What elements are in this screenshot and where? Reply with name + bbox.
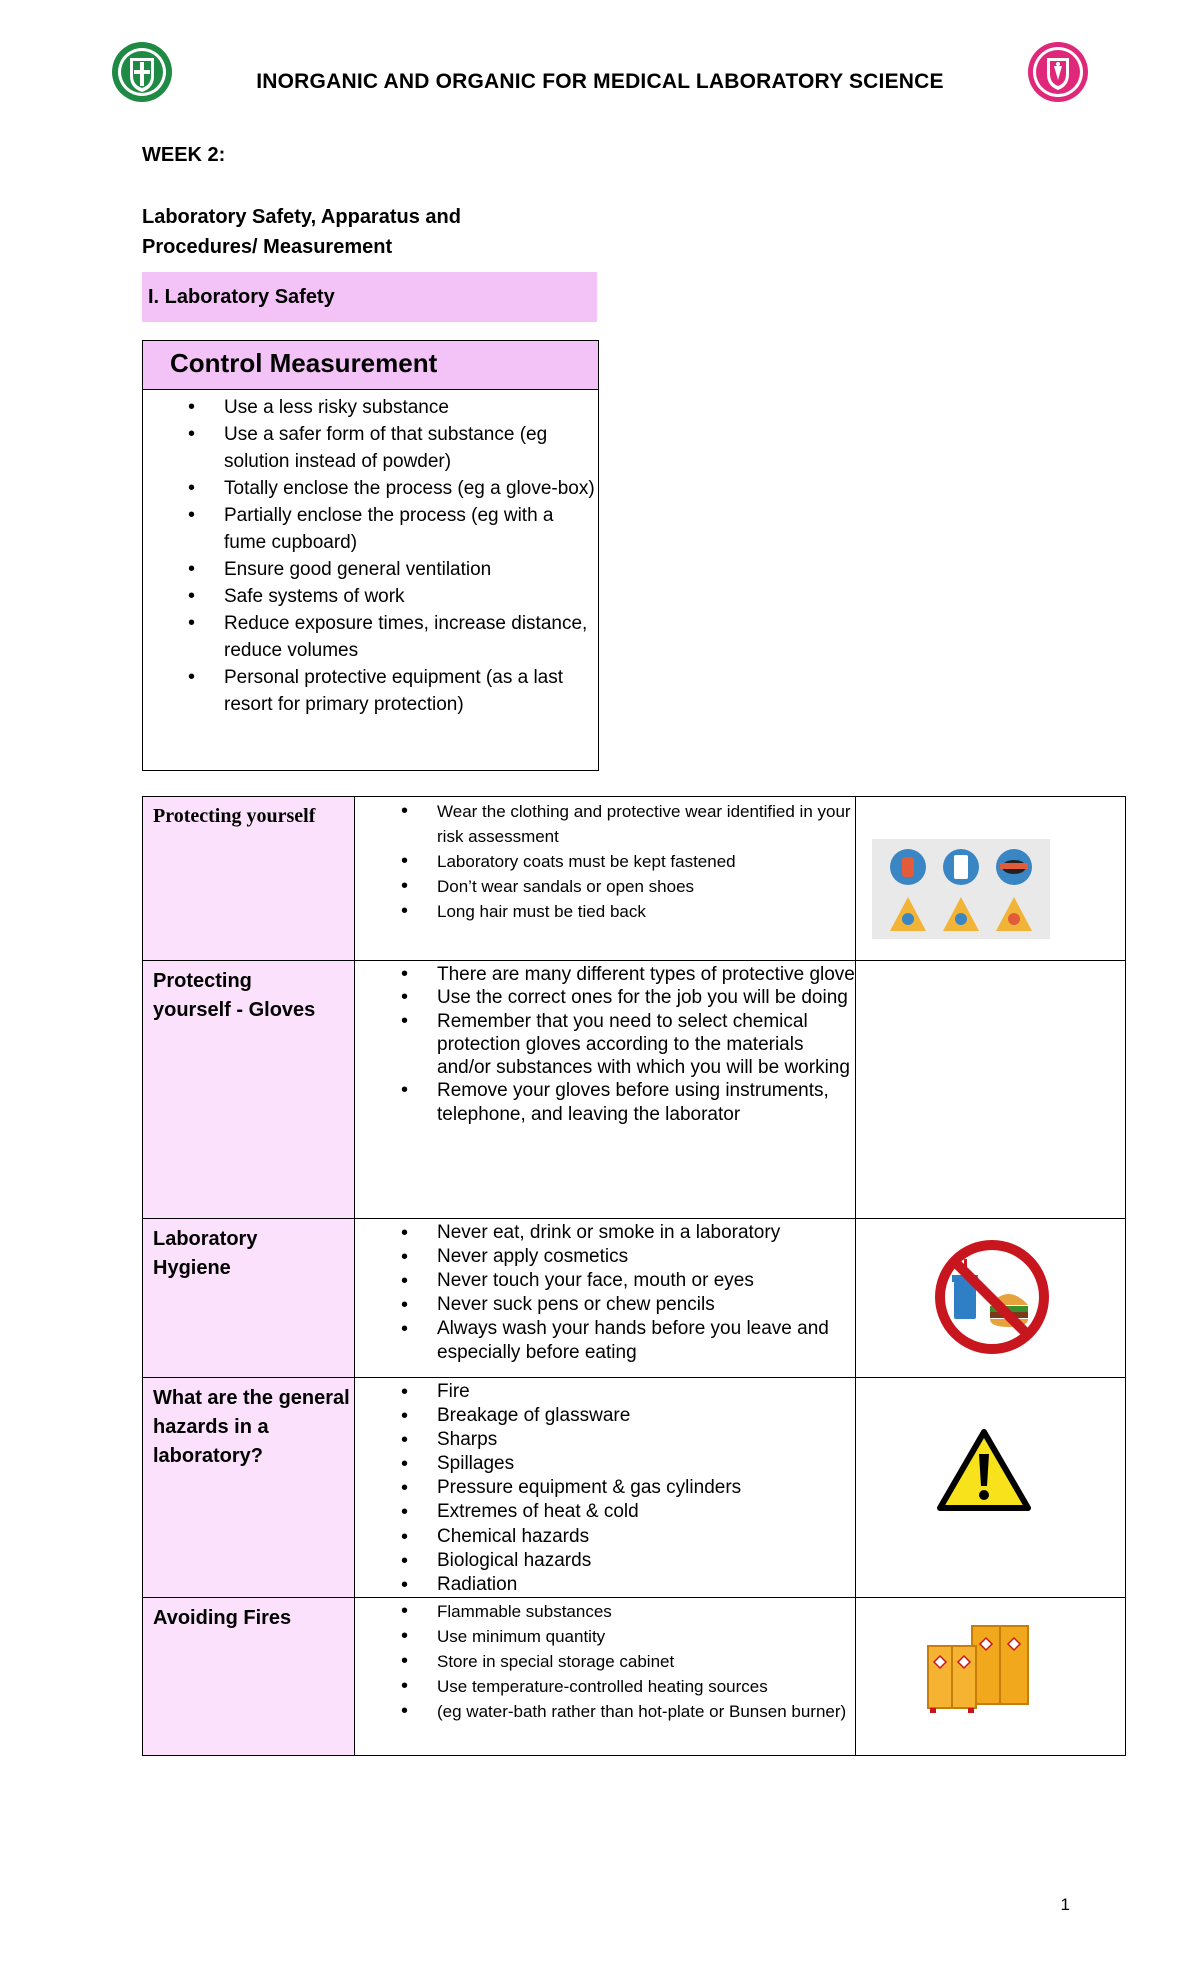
row-items-cell [355, 961, 856, 1219]
list-item: • Safe systems of work [224, 583, 598, 610]
week-heading: WEEK 2: [142, 144, 226, 166]
no-food-drink-icon [934, 1239, 1050, 1360]
table-row [143, 1219, 1126, 1378]
safety-table [142, 796, 1126, 1756]
document-header-title: INORGANIC AND ORGANIC FOR MEDICAL LABORATORY SCIENCE [256, 70, 944, 93]
list-item: • Radiation [437, 1573, 855, 1597]
list-item: • Never suck pens or chew pencils [437, 1293, 855, 1317]
list-item: • Use minimum quantity [437, 1624, 855, 1649]
list-item: • Extremes of heat & cold [437, 1500, 855, 1524]
row-items-cell [355, 797, 856, 961]
list-item: • Use the correct ones for the job you will be doing [437, 986, 855, 1009]
control-measurement-list [143, 394, 598, 718]
list-item: • Pressure equipment & gas cylinders [437, 1476, 855, 1500]
table-row [143, 1597, 1126, 1755]
control-measurement-box [142, 340, 599, 771]
row-label: Laboratory Hygiene [153, 1228, 258, 1279]
topic-title-line-1: Laboratory Safety, Apparatus and [142, 206, 461, 228]
list-item: • Use a safer form of that substance (eg solution instead of powder) [224, 421, 598, 475]
list-item: • Use a less risky substance [224, 394, 598, 421]
topic-title-line-2: Procedures/ Measurement [142, 236, 393, 258]
row-label: Protecting yourself - Gloves [153, 970, 316, 1021]
list-item: • There are many different types of protective glove [437, 963, 855, 986]
row-label: What are the general hazards in a laboratory? [153, 1387, 350, 1467]
list-item: • Spillages [437, 1452, 855, 1476]
table-row [143, 1378, 1126, 1598]
pink-college-seal-icon [1026, 40, 1090, 104]
list-item: • (eg water-bath rather than hot-plate or Bunsen burner) [437, 1699, 855, 1724]
list-item: • Laboratory coats must be kept fastened [437, 849, 855, 874]
list-item: • Reduce exposure times, increase distance, reduce volumes [224, 610, 598, 664]
list-item: • Long hair must be tied back [437, 899, 855, 924]
row-items-cell [355, 1378, 856, 1598]
list-item: • Remove your gloves before using instruments, telephone, and leaving the laborator [437, 1079, 855, 1126]
section-heading-laboratory-safety: I. Laboratory Safety [142, 272, 597, 322]
topic-title [142, 202, 461, 262]
list-item: • Never eat, drink or smoke in a laboratory [437, 1221, 855, 1245]
list-item: • Biological hazards [437, 1549, 855, 1573]
row-image-cell [856, 1597, 1126, 1755]
green-university-seal-icon [110, 40, 174, 104]
row-label-cell [143, 797, 355, 961]
row-label: Avoiding Fires [153, 1606, 292, 1629]
row-items-cell [355, 1597, 856, 1755]
table-row [143, 961, 1126, 1219]
list-item: • Partially enclose the process (eg with a fume cupboard) [224, 502, 598, 556]
page-number: 1 [1060, 1895, 1070, 1914]
list-item: • Totally enclose the process (eg a glove-box) [224, 475, 598, 502]
table-row [143, 797, 1126, 961]
ppe-signs-icon [872, 839, 1050, 944]
warning-triangle-icon [936, 1428, 1032, 1517]
row-label-cell [143, 1597, 355, 1755]
flammable-cabinet-icon [926, 1624, 1032, 1719]
list-item: • Don’t wear sandals or open shoes [437, 874, 855, 899]
list-item: • Always wash your hands before you leave and especially before eating [437, 1317, 855, 1365]
list-item: • Never apply cosmetics [437, 1245, 855, 1269]
row-image-cell [856, 1378, 1126, 1598]
list-item: • Flammable substances [437, 1599, 855, 1624]
row-image-cell [856, 961, 1126, 1219]
list-item: • Remember that you need to select chemical protection gloves according to the materials and/or substances with which you will be working [437, 1010, 855, 1080]
row-image-cell [856, 797, 1126, 961]
list-item: • Breakage of glassware [437, 1404, 855, 1428]
row-label: Protecting yourself [153, 805, 316, 827]
row-label-cell [143, 1378, 355, 1598]
list-item: • Sharps [437, 1428, 855, 1452]
list-item: • Chemical hazards [437, 1525, 855, 1549]
control-measurement-title: Control Measurement [143, 341, 598, 390]
list-item: • Wear the clothing and protective wear identified in your risk assessment [437, 799, 855, 849]
row-label-cell [143, 1219, 355, 1378]
row-items-cell [355, 1219, 856, 1378]
list-item: • Use temperature-controlled heating sources [437, 1674, 855, 1699]
list-item: • Never touch your face, mouth or eyes [437, 1269, 855, 1293]
list-item: • Fire [437, 1380, 855, 1404]
list-item: • Ensure good general ventilation [224, 556, 598, 583]
list-item: • Personal protective equipment (as a last resort for primary protection) [224, 664, 598, 718]
row-label-cell [143, 961, 355, 1219]
row-image-cell [856, 1219, 1126, 1378]
list-item: • Store in special storage cabinet [437, 1649, 855, 1674]
